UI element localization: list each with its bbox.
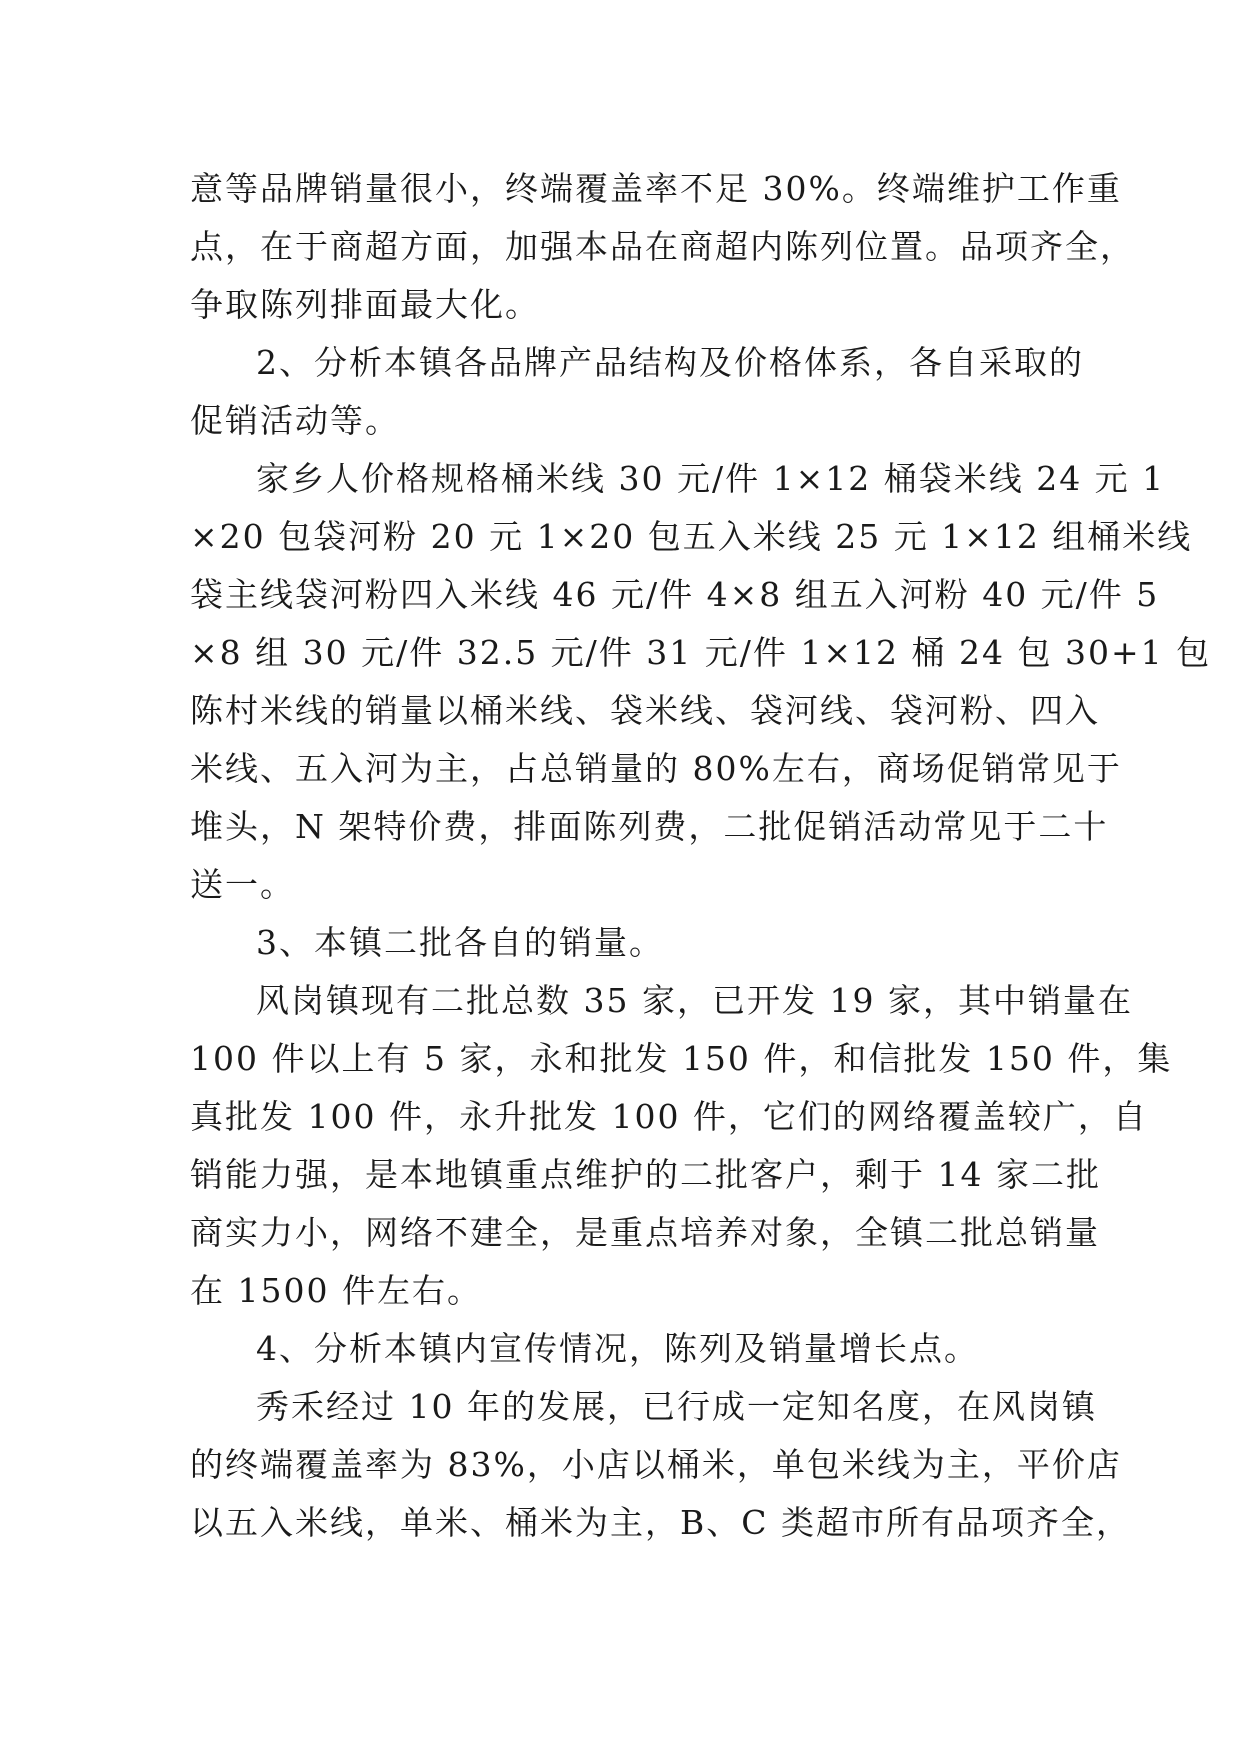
text-line: ×20 包袋河粉 20 元 1×20 包五入米线 25 元 1×12 组桶米线 [190,517,1193,556]
text-line: 争取陈列排面最大化。 [190,285,540,324]
section-heading: 2、分析本镇各品牌产品结构及价格体系，各自采取的 [256,343,1084,382]
text-line: ×8 组 30 元/件 32.5 元/件 31 元/件 1×12 桶 24 包 30+1 包 [190,633,1212,672]
paragraph-start: 家乡人价格规格桶米线 30 元/件 1×12 桶袋米线 24 元 1 [256,459,1166,498]
text-line: 销能力强，是本地镇重点维护的二批客户，剩于 14 家二批 [190,1155,1101,1194]
section-heading: 3、本镇二批各自的销量。 [256,923,664,962]
section-heading: 4、分析本镇内宣传情况，陈列及销量增长点。 [256,1329,979,1368]
paragraph-start: 秀禾经过 10 年的发展，已行成一定知名度，在风岗镇 [256,1387,1097,1426]
text-line: 袋主线袋河粉四入米线 46 元/件 4×8 组五入河粉 40 元/件 5 [190,575,1160,614]
text-line: 堆头，N 架特价费，排面陈列费，二批促销活动常见于二十 [190,807,1109,846]
text-line: 意等品牌销量很小，终端覆盖率不足 30%。终端维护工作重 [190,169,1122,208]
text-line: 真批发 100 件，永升批发 100 件，它们的网络覆盖较广，自 [190,1097,1148,1136]
text-line: 以五入米线，单米、桶米为主，B、C 类超市所有品项齐全， [190,1503,1131,1542]
text-line: 100 件以上有 5 家，永和批发 150 件，和信批发 150 件，集 [190,1039,1173,1078]
paragraph-start: 风岗镇现有二批总数 35 家，已开发 19 家，其中销量在 [256,981,1133,1020]
text-line: 点，在于商超方面，加强本品在商超内陈列位置。品项齐全， [190,227,1135,266]
text-line: 陈村米线的销量以桶米线、袋米线、袋河线、袋河粉、四入 [190,691,1100,730]
text-line: 商实力小，网络不建全，是重点培养对象，全镇二批总销量 [190,1213,1100,1252]
text-line: 送一。 [190,865,295,904]
text-line: 的终端覆盖率为 83%，小店以桶米，单包米线为主，平价店 [190,1445,1122,1484]
text-line: 在 1500 件左右。 [190,1271,482,1310]
text-line: 米线、五入河为主，占总销量的 80%左右，商场促销常见于 [190,749,1122,788]
text-line: 促销活动等。 [190,401,400,440]
document-body [190,160,1212,1552]
